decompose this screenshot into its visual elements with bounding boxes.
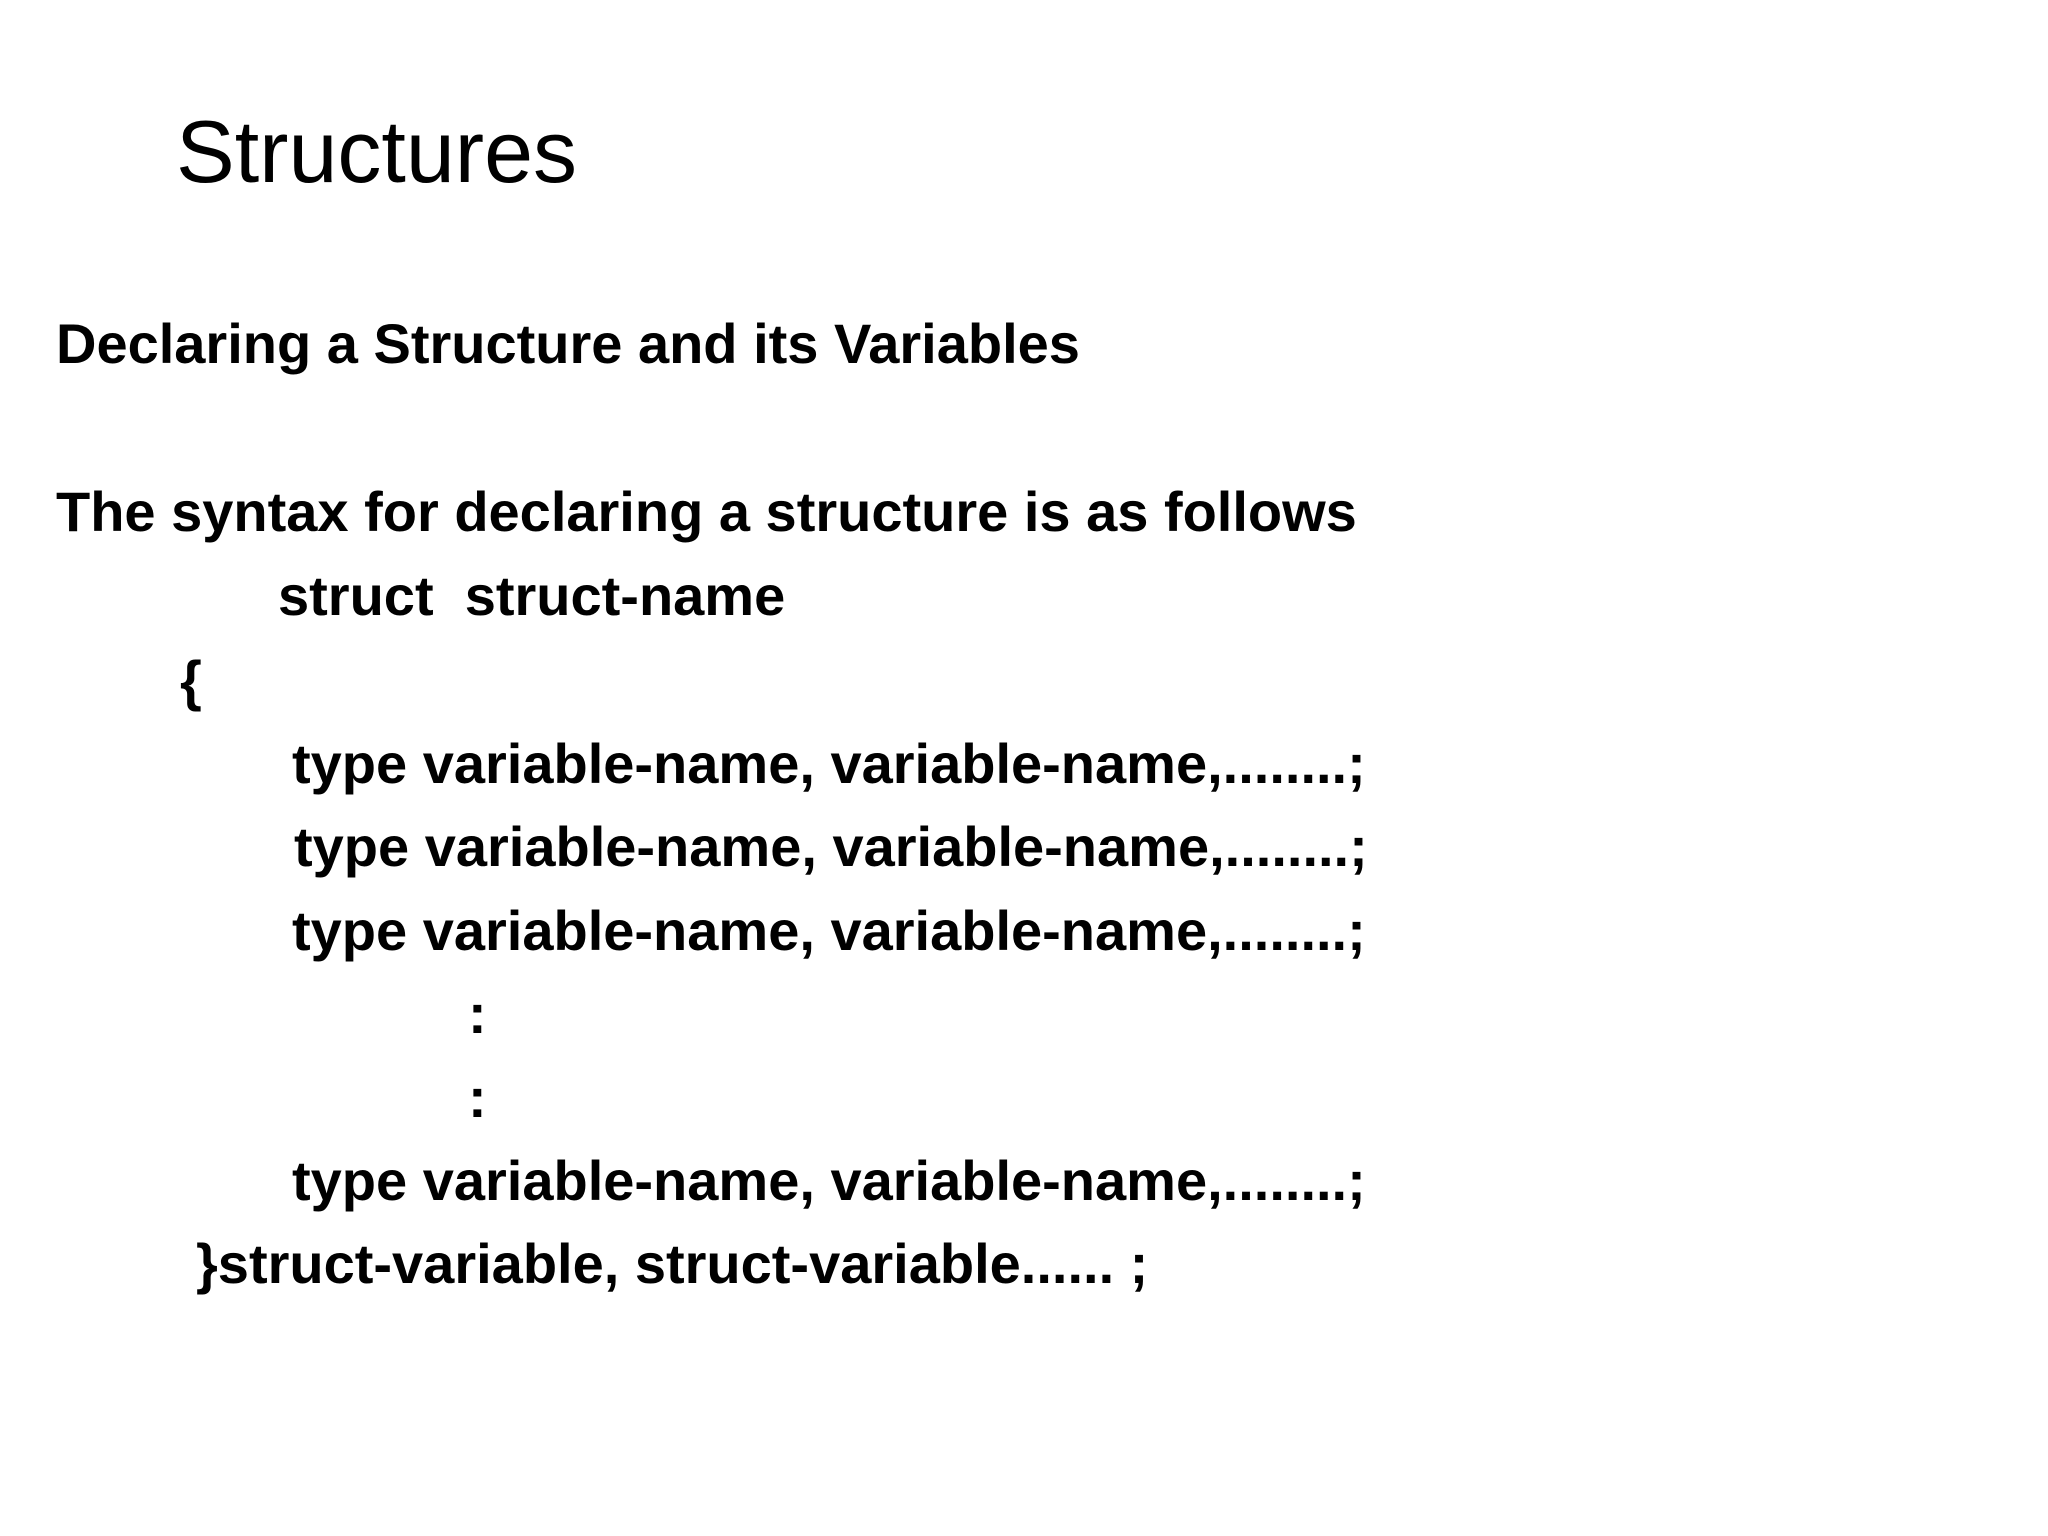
slide-title: Structures	[176, 102, 578, 201]
code-member-line-last: type variable-name, variable-name,........;	[292, 1149, 1366, 1212]
code-member-line-1: type variable-name, variable-name,........;	[292, 732, 1366, 795]
intro-text: The syntax for declaring a structure is as follows	[56, 480, 1357, 543]
code-member-line-2: type variable-name, variable-name,........;	[294, 815, 1368, 878]
code-open-brace: {	[180, 649, 202, 712]
subheading: Declaring a Structure and its Variables	[56, 312, 1080, 375]
code-ellipsis-2: :	[468, 1066, 487, 1129]
code-close-line: }struct-variable, struct-variable...... ;	[196, 1232, 1149, 1295]
code-struct-line: struct struct-name	[278, 564, 786, 627]
code-ellipsis-1: :	[468, 982, 487, 1045]
code-member-line-3: type variable-name, variable-name,........;	[292, 899, 1366, 962]
